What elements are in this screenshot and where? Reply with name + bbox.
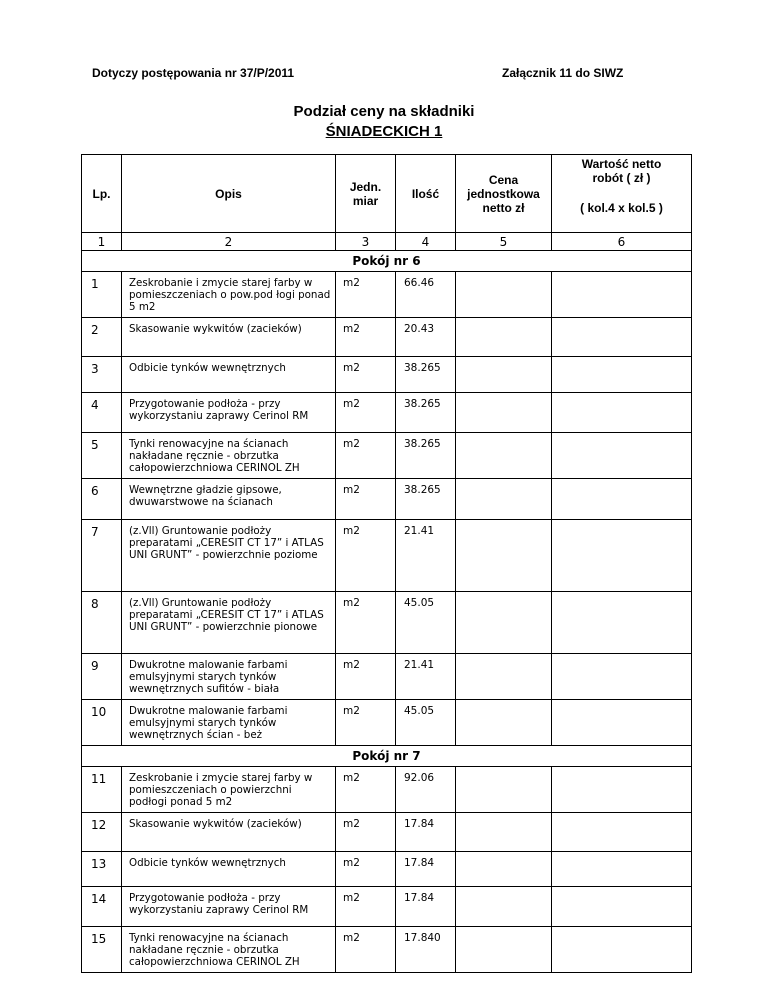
item-lp: 14 bbox=[82, 887, 122, 927]
table-row bbox=[82, 887, 692, 927]
table-row bbox=[82, 272, 692, 318]
item-net-value bbox=[552, 852, 692, 887]
item-lp: 2 bbox=[82, 318, 122, 357]
item-unit-price bbox=[456, 357, 552, 393]
item-lp: 11 bbox=[82, 767, 122, 813]
item-net-value bbox=[552, 592, 692, 654]
col-header-wartosc-title: Wartość netto robót ( zł ) bbox=[581, 157, 662, 185]
item-quantity: 21.41 bbox=[396, 520, 456, 592]
section-row bbox=[82, 251, 692, 272]
item-quantity: 38.265 bbox=[396, 393, 456, 433]
item-quantity: 38.265 bbox=[396, 479, 456, 520]
item-description: Zeskrobanie i zmycie starej farby w pomieszczeniach o powierzchni podłogi ponad 5 m2 bbox=[122, 767, 336, 813]
col-header-cena: Cena jednostkowa netto zł bbox=[456, 155, 552, 233]
item-unit: m2 bbox=[336, 767, 396, 813]
col-number: 5 bbox=[456, 233, 552, 251]
item-quantity: 66.46 bbox=[396, 272, 456, 318]
item-unit: m2 bbox=[336, 887, 396, 927]
item-description: Odbicie tynków wewnętrznych bbox=[122, 852, 336, 887]
item-quantity: 17.840 bbox=[396, 927, 456, 973]
item-quantity: 17.84 bbox=[396, 813, 456, 852]
item-unit: m2 bbox=[336, 927, 396, 973]
item-lp: 4 bbox=[82, 393, 122, 433]
item-unit: m2 bbox=[336, 654, 396, 700]
col-number: 3 bbox=[336, 233, 396, 251]
table-row bbox=[82, 592, 692, 654]
col-number: 4 bbox=[396, 233, 456, 251]
item-description: (z.Vll) Gruntowanie podłoży preparatami „CERESIT CT 17” i ATLAS UNI GRUNT” - powierzchnie poziome bbox=[122, 520, 336, 592]
item-quantity: 38.265 bbox=[396, 433, 456, 479]
item-lp: 8 bbox=[82, 592, 122, 654]
item-unit: m2 bbox=[336, 520, 396, 592]
item-lp: 12 bbox=[82, 813, 122, 852]
item-unit: m2 bbox=[336, 700, 396, 746]
item-unit-price bbox=[456, 852, 552, 887]
table-row bbox=[82, 433, 692, 479]
item-unit: m2 bbox=[336, 479, 396, 520]
item-net-value bbox=[552, 654, 692, 700]
item-unit-price bbox=[456, 592, 552, 654]
item-unit-price bbox=[456, 433, 552, 479]
room6-rows bbox=[82, 272, 692, 746]
item-description: Odbicie tynków wewnętrznych bbox=[122, 357, 336, 393]
table-row bbox=[82, 767, 692, 813]
item-description: Tynki renowacyjne na ścianach nakładane ręcznie - obrzutka całopowierzchniowa CERINOL ZH bbox=[122, 433, 336, 479]
item-description: Skasowanie wykwitów (zacieków) bbox=[122, 318, 336, 357]
item-unit: m2 bbox=[336, 813, 396, 852]
item-description: Tynki renowacyjne na ścianach nakładane ręcznie - obrzutka całopowierzchniowa CERINOL ZH bbox=[122, 927, 336, 973]
room7-rows bbox=[82, 767, 692, 973]
item-unit-price bbox=[456, 654, 552, 700]
item-quantity: 21.41 bbox=[396, 654, 456, 700]
table-row bbox=[82, 813, 692, 852]
item-unit: m2 bbox=[336, 592, 396, 654]
item-quantity: 45.05 bbox=[396, 700, 456, 746]
item-net-value bbox=[552, 927, 692, 973]
item-lp: 1 bbox=[82, 272, 122, 318]
item-net-value bbox=[552, 520, 692, 592]
column-number-row bbox=[82, 233, 692, 251]
col-header-wartosc bbox=[552, 155, 692, 233]
item-net-value bbox=[552, 887, 692, 927]
item-unit: m2 bbox=[336, 318, 396, 357]
col-header-opis: Opis bbox=[122, 155, 336, 233]
table-row bbox=[82, 357, 692, 393]
page-title: Podział ceny na składniki bbox=[293, 103, 475, 120]
item-unit-price bbox=[456, 767, 552, 813]
item-unit: m2 bbox=[336, 852, 396, 887]
item-quantity: 92.06 bbox=[396, 767, 456, 813]
item-lp: 13 bbox=[82, 852, 122, 887]
item-description: (z.Vll) Gruntowanie podłoży preparatami „CERESIT CT 17” i ATLAS UNI GRUNT” - powierzchnie pionowe bbox=[122, 592, 336, 654]
item-unit-price bbox=[456, 272, 552, 318]
table-row bbox=[82, 479, 692, 520]
item-unit: m2 bbox=[336, 433, 396, 479]
item-description: Skasowanie wykwitów (zacieków) bbox=[122, 813, 336, 852]
item-net-value bbox=[552, 479, 692, 520]
section-row bbox=[82, 746, 692, 767]
item-unit: m2 bbox=[336, 357, 396, 393]
item-lp: 5 bbox=[82, 433, 122, 479]
table-row bbox=[82, 852, 692, 887]
price-breakdown-table bbox=[81, 154, 692, 973]
item-net-value bbox=[552, 700, 692, 746]
col-header-wartosc-formula: ( kol.4 x kol.5 ) bbox=[580, 201, 663, 215]
item-description: Przygotowanie podłoża - przy wykorzystaniu zaprawy Cerinol RM bbox=[122, 887, 336, 927]
attachment-label: Załącznik 11 do SIWZ bbox=[502, 66, 624, 80]
item-net-value bbox=[552, 767, 692, 813]
item-net-value bbox=[552, 318, 692, 357]
item-unit-price bbox=[456, 393, 552, 433]
item-unit: m2 bbox=[336, 272, 396, 318]
item-net-value bbox=[552, 433, 692, 479]
table-row bbox=[82, 318, 692, 357]
item-quantity: 17.84 bbox=[396, 852, 456, 887]
item-net-value bbox=[552, 357, 692, 393]
table-header-row bbox=[82, 155, 692, 233]
item-unit-price bbox=[456, 318, 552, 357]
item-unit-price bbox=[456, 813, 552, 852]
col-number: 2 bbox=[122, 233, 336, 251]
item-lp: 7 bbox=[82, 520, 122, 592]
item-net-value bbox=[552, 813, 692, 852]
section-title-room6: Pokój nr 6 bbox=[82, 251, 692, 272]
item-quantity: 45.05 bbox=[396, 592, 456, 654]
table-row bbox=[82, 393, 692, 433]
table-row bbox=[82, 654, 692, 700]
item-lp: 6 bbox=[82, 479, 122, 520]
col-header-jedn: Jedn. miar bbox=[336, 155, 396, 233]
item-quantity: 20.43 bbox=[396, 318, 456, 357]
item-lp: 9 bbox=[82, 654, 122, 700]
item-unit-price bbox=[456, 927, 552, 973]
item-description: Przygotowanie podłoża - przy wykorzystaniu zaprawy Cerinol RM bbox=[122, 393, 336, 433]
item-unit-price bbox=[456, 700, 552, 746]
col-header-ilosc: Ilość bbox=[396, 155, 456, 233]
item-unit: m2 bbox=[336, 393, 396, 433]
item-description: Dwukrotne malowanie farbami emulsyjnymi starych tynków wewnętrznych ścian - beż bbox=[122, 700, 336, 746]
item-net-value bbox=[552, 272, 692, 318]
section-title-room7: Pokój nr 7 bbox=[82, 746, 692, 767]
item-lp: 10 bbox=[82, 700, 122, 746]
item-net-value bbox=[552, 393, 692, 433]
page-subtitle: ŚNIADECKICH 1 bbox=[325, 123, 443, 140]
item-description: Zeskrobanie i zmycie starej farby w pomieszczeniach o pow.pod łogi ponad 5 m2 bbox=[122, 272, 336, 318]
table-row bbox=[82, 520, 692, 592]
item-quantity: 17.84 bbox=[396, 887, 456, 927]
reference-number: Dotyczy postępowania nr 37/P/2011 bbox=[92, 66, 295, 80]
item-description: Wewnętrzne gładzie gipsowe, dwuwarstwowe na ścianach bbox=[122, 479, 336, 520]
table-row bbox=[82, 700, 692, 746]
item-description: Dwukrotne malowanie farbami emulsyjnymi starych tynków wewnętrznych sufitów - biała bbox=[122, 654, 336, 700]
item-unit-price bbox=[456, 479, 552, 520]
item-quantity: 38.265 bbox=[396, 357, 456, 393]
item-unit-price bbox=[456, 520, 552, 592]
col-number: 6 bbox=[552, 233, 692, 251]
item-unit-price bbox=[456, 887, 552, 927]
col-number: 1 bbox=[82, 233, 122, 251]
item-lp: 15 bbox=[82, 927, 122, 973]
item-lp: 3 bbox=[82, 357, 122, 393]
col-header-lp: Lp. bbox=[82, 155, 122, 233]
table-row bbox=[82, 927, 692, 973]
